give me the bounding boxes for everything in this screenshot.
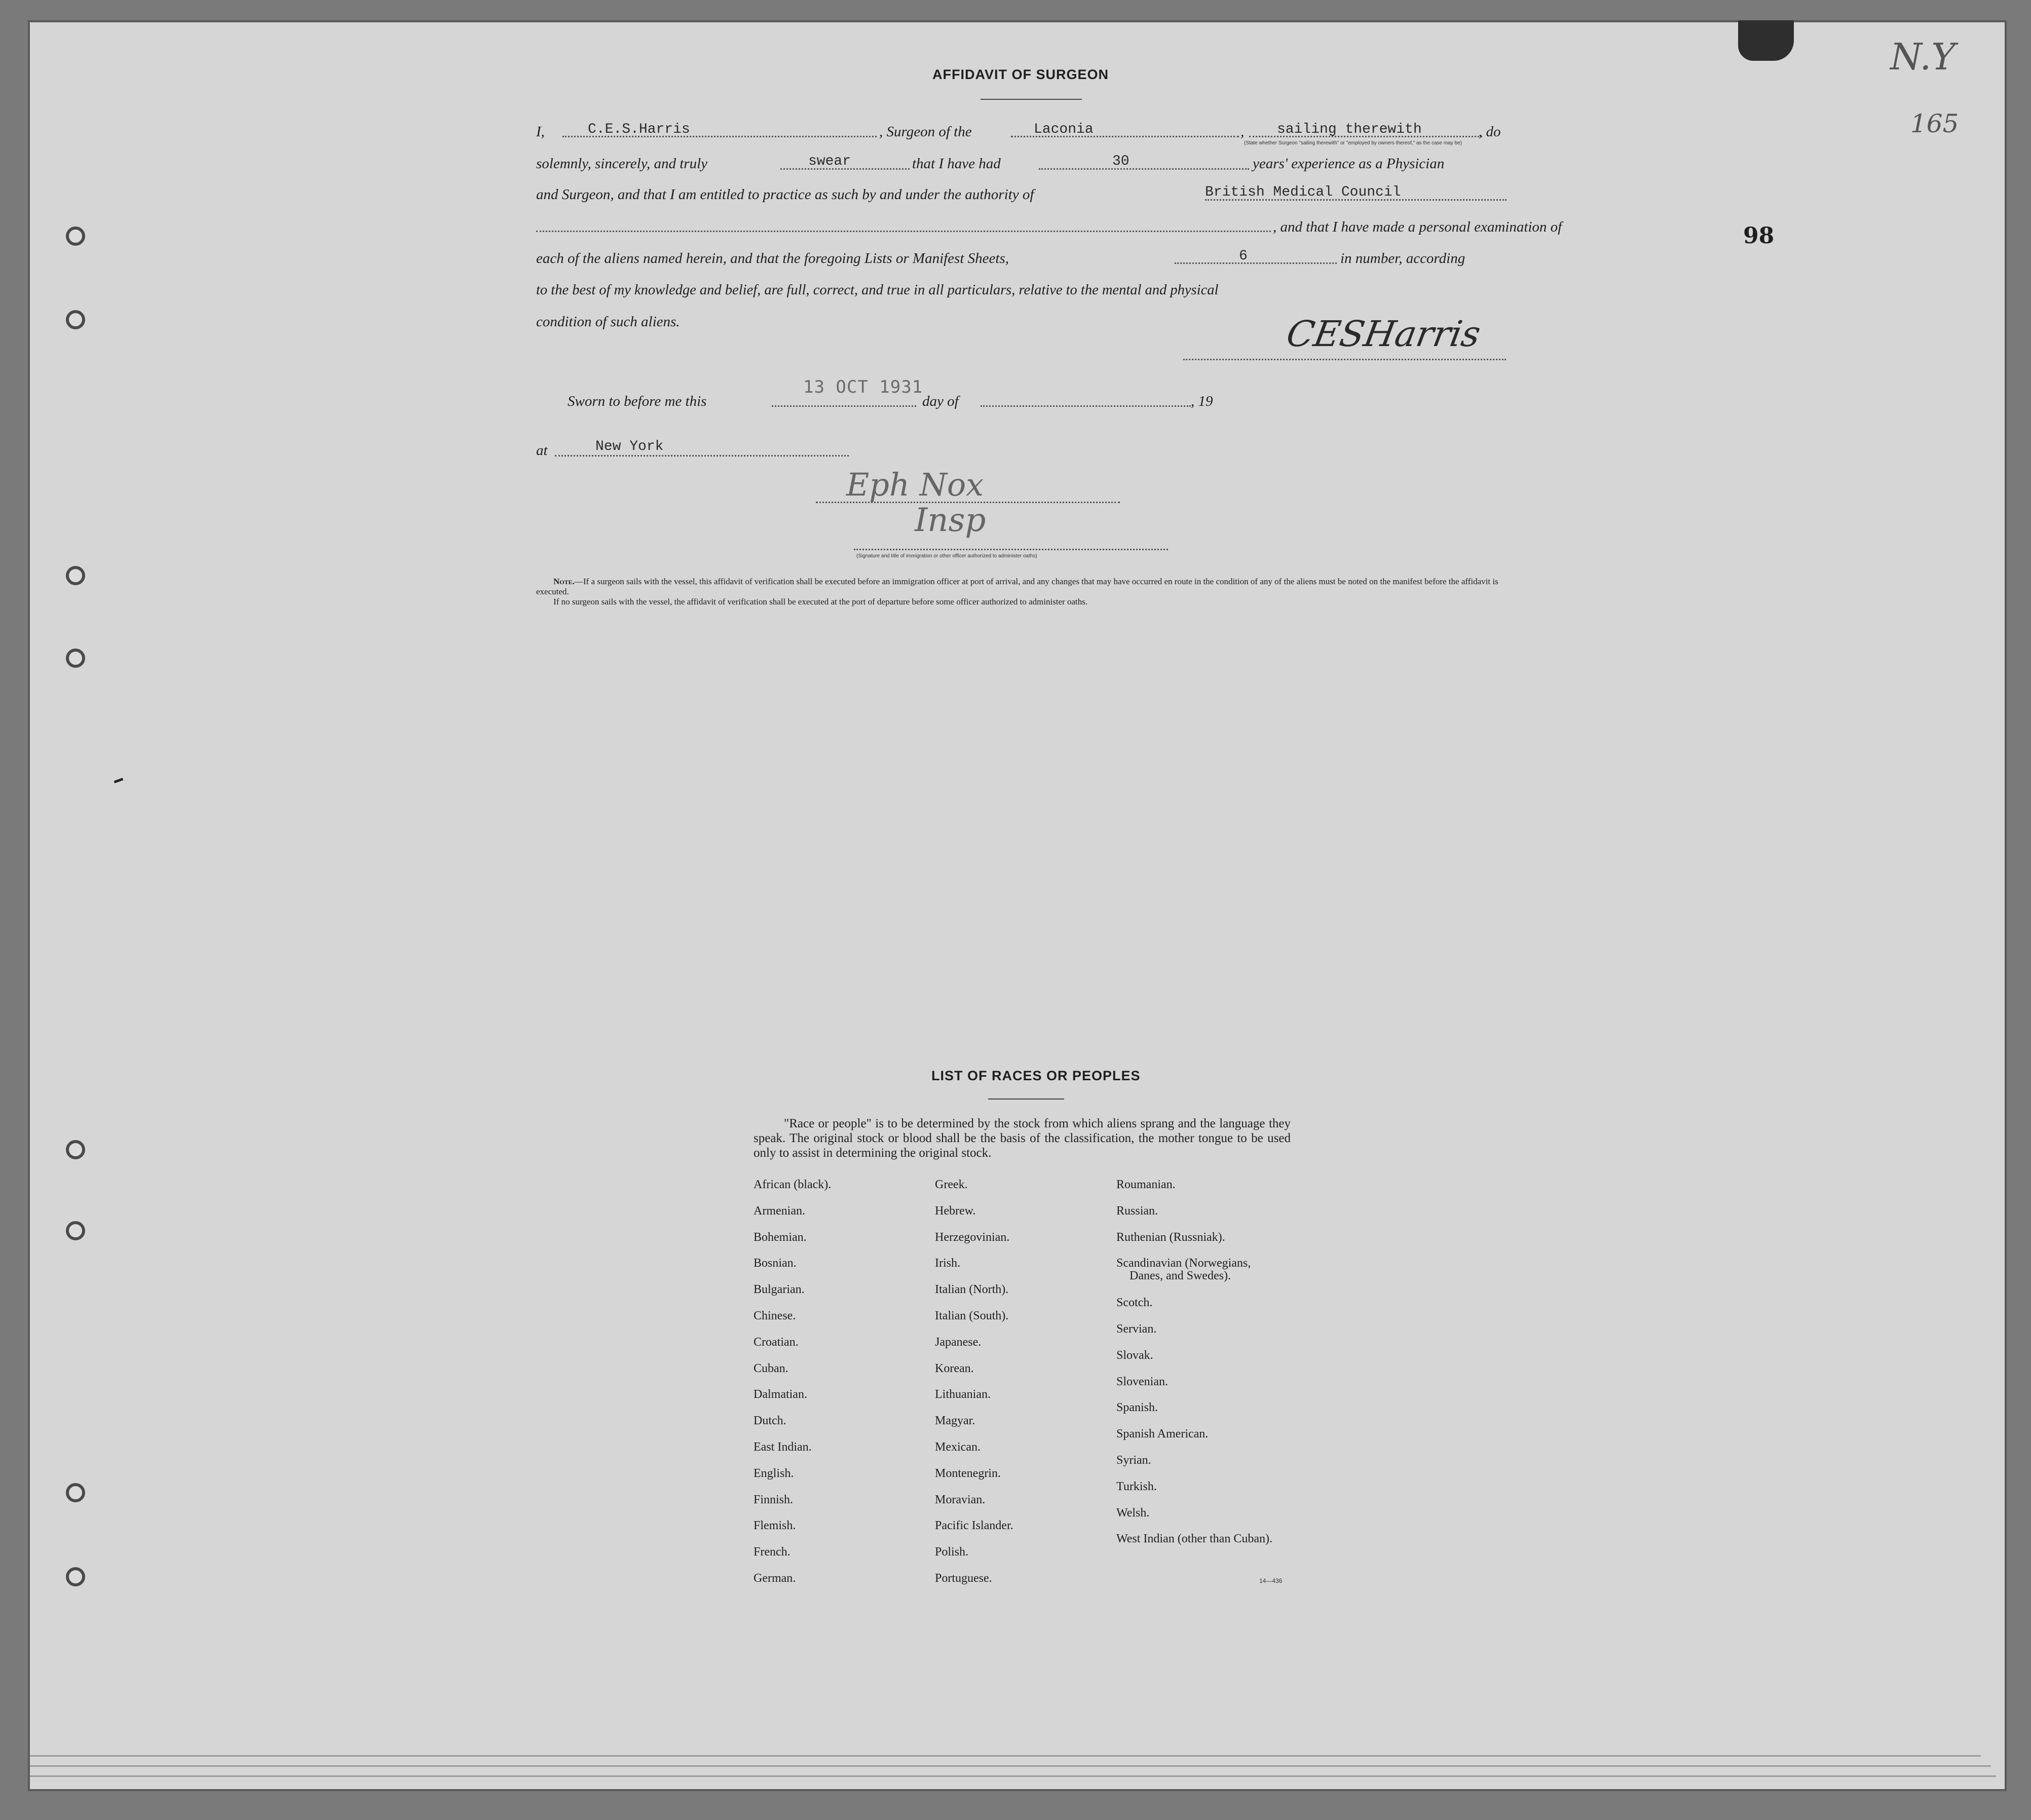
race-item: English.	[754, 1467, 794, 1480]
race-item: West Indian (other than Cuban).	[1116, 1532, 1272, 1545]
month-field-line	[981, 405, 1191, 407]
race-item: Russian.	[1116, 1204, 1158, 1218]
binder-hole	[66, 1221, 85, 1240]
race-item: Slovenian.	[1116, 1375, 1168, 1388]
officer-title-line	[854, 549, 1168, 550]
signature-line	[1183, 359, 1506, 360]
race-item: Turkish.	[1116, 1480, 1157, 1493]
sheet-edge	[30, 1775, 1996, 1777]
race-item: Montenegrin.	[935, 1467, 1001, 1480]
race-item: Korean.	[935, 1362, 974, 1375]
text-each-aliens: each of the aliens named herein, and that the foregoing Lists or Manifest Sheets,	[536, 250, 1009, 267]
place-field-line	[555, 455, 849, 457]
binder-hole	[66, 566, 85, 585]
years: 30	[1112, 154, 1130, 169]
officer-signature: Eph Nox	[846, 466, 984, 503]
affidavit-title: AFFIDAVIT OF SURGEON	[932, 67, 1109, 82]
race-item: Bosnian.	[754, 1257, 797, 1270]
race-item: Servian.	[1116, 1322, 1157, 1336]
race-item: Hebrew.	[935, 1204, 976, 1218]
race-item: Mexican.	[935, 1440, 981, 1454]
race-item: Slovak.	[1116, 1349, 1153, 1362]
race-item: German.	[754, 1572, 796, 1585]
sheet-edge	[30, 1755, 1981, 1757]
text-surgeon-of: , Surgeon of the	[879, 124, 972, 140]
race-item: Greek.	[935, 1178, 968, 1191]
races-underline	[988, 1098, 1064, 1099]
note-1-text: —If a surgeon sails with the vessel, this affidavit of verification shall be executed before an immigration officer at port of arrival, and any changes that may have occurred en route in the condition of any of the aliens must be noted on the manifest before the affidavit is executed.	[536, 577, 1498, 596]
race-item: Spanish American.	[1116, 1427, 1209, 1440]
race-item: Scotch.	[1116, 1296, 1153, 1309]
text-at: at	[536, 442, 548, 459]
race-item: Dutch.	[754, 1414, 786, 1427]
vessel-name: Laconia	[1034, 122, 1094, 137]
title-underline	[981, 99, 1082, 100]
years-field-line	[1039, 168, 1249, 170]
sheet-edge	[30, 1765, 1991, 1767]
sailing-hint: (State whether Surgeon "sailing therewith" or "employed by owners thereof," as the case may be)	[1244, 140, 1462, 146]
race-item: Ruthenian (Russniak).	[1116, 1231, 1225, 1244]
text-in-number: in number, according	[1340, 250, 1465, 267]
race-item: Japanese.	[935, 1336, 982, 1349]
note-2: If no surgeon sails with the vessel, the affidavit of verification shall be executed at the port of departure before some officer authorized to administer oaths.	[553, 597, 1088, 606]
binder-hole	[66, 226, 85, 246]
sworn-date-line	[772, 405, 916, 407]
officer-title: Insp	[915, 502, 986, 539]
race-item: African (black).	[754, 1178, 832, 1191]
sheets-field-line	[1175, 262, 1337, 264]
text-solemnly: solemnly, sincerely, and truly	[536, 156, 708, 172]
race-item: Spanish.	[1116, 1401, 1158, 1414]
race-item: Moravian.	[935, 1493, 986, 1506]
race-item: Pacific Islander.	[935, 1519, 1013, 1532]
race-item: Roumanian.	[1116, 1178, 1176, 1191]
place: New York	[595, 439, 664, 454]
date-stamp: 13 OCT 1931	[803, 377, 923, 397]
race-item: Irish.	[935, 1257, 960, 1270]
text-that-had: that I have had	[912, 156, 1001, 172]
comma: ,	[1240, 124, 1245, 140]
race-item: Portuguese.	[935, 1572, 992, 1585]
oath: swear	[808, 154, 851, 169]
binder-hole	[66, 1140, 85, 1159]
officer-caption: (Signature and title of immigration or other officer authorized to administer oaths)	[856, 553, 1037, 559]
sailing-status: sailing therewith	[1277, 122, 1422, 137]
note-1	[536, 577, 1509, 597]
race-item: Lithuanian.	[935, 1388, 991, 1401]
race-item: Bulgarian.	[754, 1283, 805, 1296]
corner-number: 165	[1910, 109, 1959, 138]
text-condition: condition of such aliens.	[536, 314, 680, 330]
race-item: Italian (North).	[935, 1283, 1009, 1296]
note-label: Note.	[553, 577, 575, 586]
race-item: Croatian.	[754, 1336, 799, 1349]
page-number: 98	[1743, 223, 1775, 249]
binder-hole	[66, 1483, 85, 1502]
race-item: East Indian.	[754, 1440, 812, 1454]
surgeon-signature: CESHarris	[1283, 313, 1484, 355]
race-item: Chinese.	[754, 1309, 796, 1322]
text-sworn: Sworn to before me this	[568, 393, 707, 409]
text-personal-exam: , and that I have made a personal examination of	[1273, 219, 1562, 235]
race-item: Herzegovinian.	[935, 1231, 1010, 1244]
surgeon-name: C.E.S.Harris	[588, 122, 690, 137]
binder-hole	[66, 310, 85, 329]
form-code: 14—436	[1259, 1577, 1283, 1584]
race-item: Polish.	[935, 1545, 969, 1559]
text-i: I,	[536, 124, 545, 140]
torn-corner	[1738, 20, 1794, 61]
text-best-knowledge: to the best of my knowledge and belief, are full, correct, and true in all particulars, relative to the mental and physical	[536, 282, 1219, 298]
race-item: Flemish.	[754, 1519, 796, 1532]
text-and-surgeon: and Surgeon, and that I am entitled to practice as such by and under the authority of	[536, 186, 1034, 203]
race-item: Magyar.	[935, 1414, 975, 1427]
corner-mark: N.Y	[1890, 35, 1955, 78]
race-item: French.	[754, 1545, 791, 1559]
binder-hole	[66, 649, 85, 668]
race-item: Dalmatian.	[754, 1388, 807, 1401]
sheets-count: 6	[1239, 248, 1248, 264]
race-item: Italian (South).	[935, 1309, 1009, 1322]
race-item: Armenian.	[754, 1204, 805, 1218]
races-title: LIST OF RACES OR PEOPLES	[931, 1068, 1141, 1083]
race-item: Syrian.	[1116, 1454, 1151, 1467]
authority-continued-line	[536, 231, 1271, 232]
race-item: Scandinavian (Norwegians, Danes, and Swedes).	[1116, 1257, 1251, 1282]
authority: British Medical Council	[1205, 184, 1401, 200]
race-item: Finnish.	[754, 1493, 794, 1506]
race-item: Bohemian.	[754, 1231, 807, 1244]
text-day-of: day of	[922, 393, 959, 409]
text-year: , 19	[1191, 393, 1213, 409]
binder-hole	[66, 1567, 85, 1586]
race-item: Cuban.	[754, 1362, 788, 1375]
race-item: Welsh.	[1116, 1506, 1150, 1520]
races-intro: "Race or people" is to be determined by the stock from which aliens sprang and the language they speak. The original stock or blood shall be the basis of the classification, the mother tongue to be used only to assist in determining the original stock.	[754, 1117, 1291, 1160]
text-do: , do	[1479, 124, 1501, 140]
text-years-exp: years' experience as a Physician	[1253, 156, 1445, 172]
